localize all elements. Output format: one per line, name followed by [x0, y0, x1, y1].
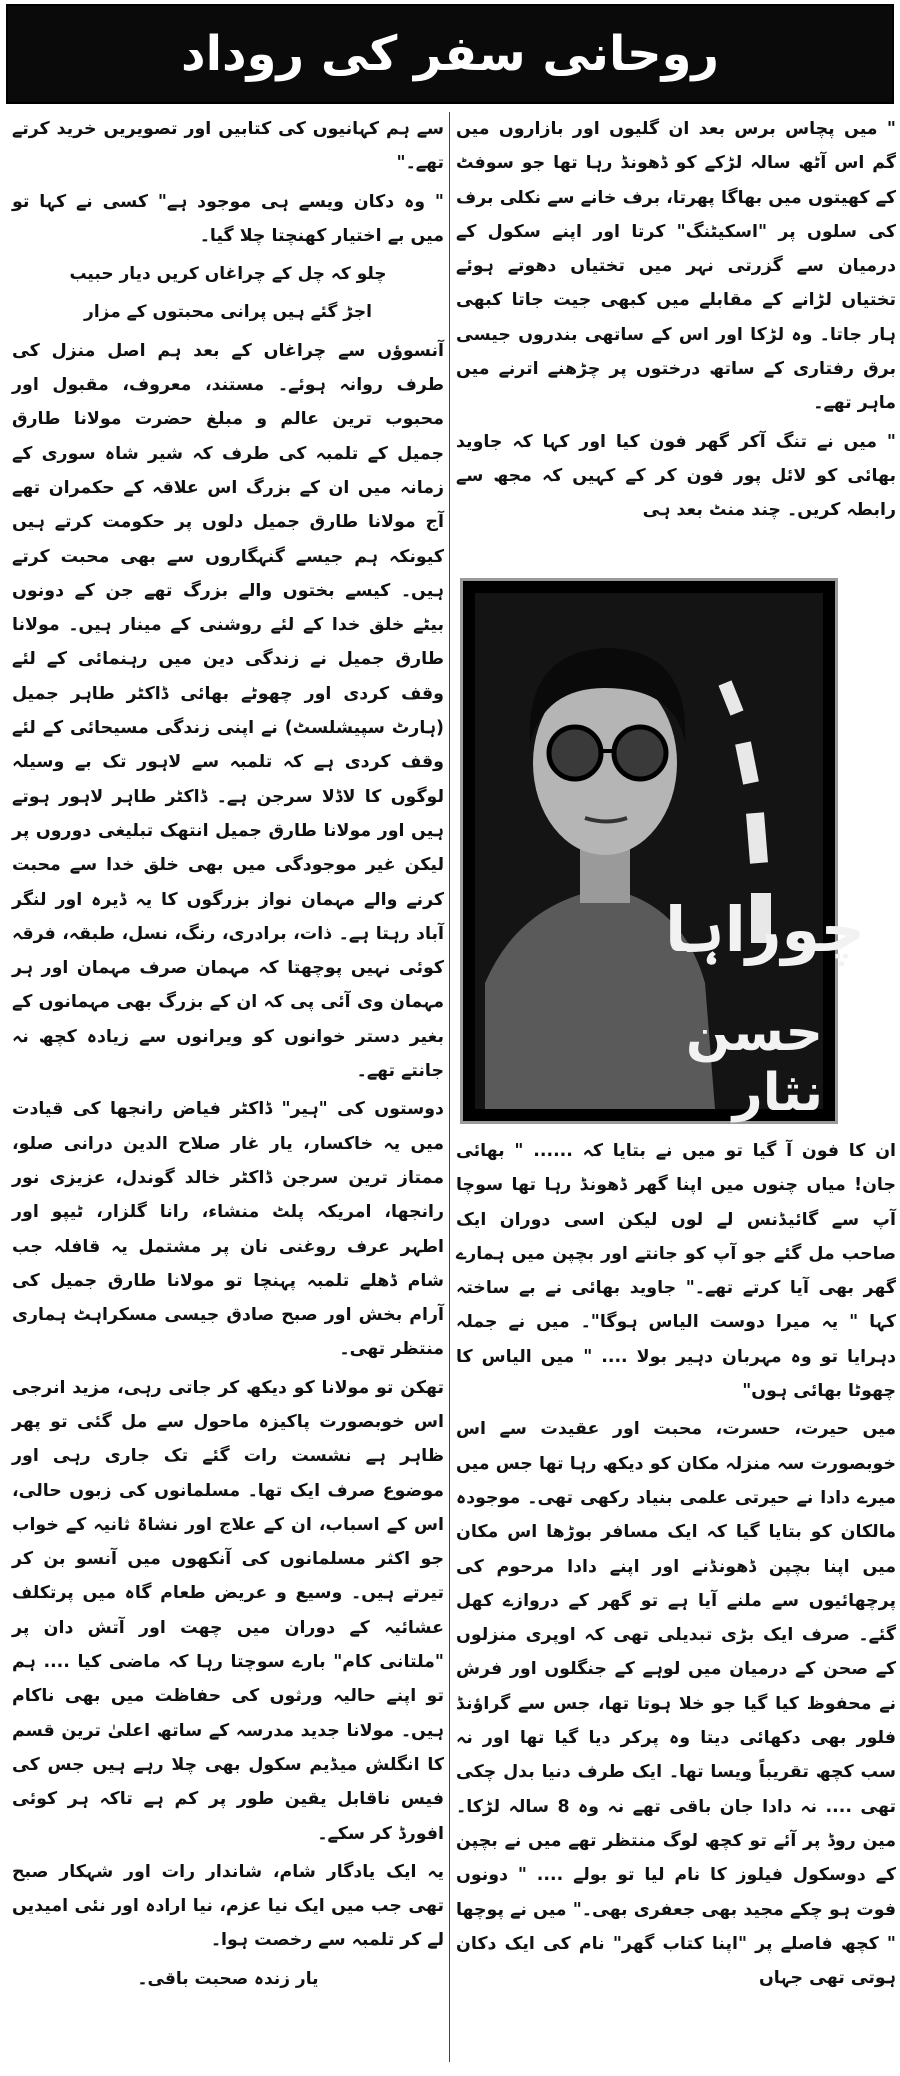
- author-name: حسن نثار: [685, 1003, 823, 1123]
- author-photo: [475, 593, 866, 1123]
- paragraph: " میں پچاس برس بعد ان گلیوں اور بازاروں میں گم اس آٹھ سالہ لڑکے کو ڈھونڈ رہا تھا جو سوفٹ کے کھیتوں میں بھاگا پھرتا، برف خانے سے نکلی برف کی سلوں پر "اسکیٹنگ" کرتا اور اپنے سکول کے درمیان سے گزرتی نہر میں تختیاں دھوتے ہوئے تختیاں لڑانے کے مقابلے میں کبھی جیت جاتا کبھی ہار جاتا۔ وہ لڑکا اور اس کے ساتھی بندروں جیسی برق رفتاری کے ساتھ درختوں پر چڑھنے اترنے میں ماہر تھے۔: [456, 119, 896, 414]
- paragraph: یہ ایک یادگار شام، شاندار رات اور شہکار صبح تھی جب میں ایک نیا عزم، نیا ارادہ اور نئی امیدیں لے کر تلمبہ سے رخصت ہوا۔: [12, 1861, 444, 1951]
- paragraph: تھکن تو مولانا کو دیکھ کر جاتی رہی، مزید انرجی اس خوبصورت پاکیزہ ماحول سے مل گئی تو پھر ظاہر ہے نشست رات گئے تک جاری رہی اور موضوع صرف ایک تھا۔ مسلمانوں کی زبوں حالی، اس کے اسباب، ان کے علاج اور نشاۃ ثانیہ کے خواب جو اکثر مسلمانوں کی آنکھوں میں آنسو بن کر تیرتے ہیں۔ وسیع و عریض طعام گاہ میں پرتکلف عشائیہ کے دوران میں چھت اور آتش دان پر "ملتانی کام" بارے سوچتا رہا کہ ماضی کیا .... ہم تو اپنے حالیہ ورثوں کی حفاظت میں بھی ناکام ہیں۔ مولانا جدید مدرسہ کے ساتھ اعلیٰ ترین قسم کا انگلش میڈیم سکول بھی چلا رہے ہیں جس کی فیس ناقابل یقین طور پر کم ہے تاکہ ہر کوئی افورڈ کر سکے۔: [12, 1377, 444, 1844]
- author-photo-box: [460, 578, 866, 1124]
- paragraph: " وہ دکان ویسے ہی موجود ہے" کسی نے کہا تو میں بے اختیار کھنچتا چلا گیا۔: [12, 191, 444, 246]
- left-column: [12, 112, 444, 2000]
- paragraph: سے ہم کہانیوں کی کتابیں اور تصویریں خرید کرتے تھے۔": [12, 119, 444, 174]
- paragraph: دوستوں کی "ہیر" ڈاکٹر فیاض رانجھا کی قیادت میں یہ خاکسار، یار غار صلاح الدین درانی صلو، ممتاز ترین سرجن ڈاکٹر خالد گوندل، عزیزی نور رانجھا، امریکہ پلٹ منشاء، رانا گلزار، ٹیپو اور اطہر عرف روغنی نان پر مشتمل یہ قافلہ جب شام ڈھلے تلمبہ پہنچا تو مولانا طارق جمیل کی آرام بخش اور صبح صادق جیسی مسکراہٹ ہماری منتظر تھی۔: [12, 1099, 444, 1360]
- verse-line: چلو کہ چل کے چراغاں کریں دیار حبیب: [69, 264, 387, 285]
- paragraph: " میں نے تنگ آکر گھر فون کیا اور کہا کہ جاوید بھائی کو لائل پور فون کر کے کہیں کہ مجھ سے رابطہ کریں۔ چند منٹ بعد ہی: [456, 431, 896, 521]
- closing-line: یار زندہ صحبت باقی۔: [137, 1968, 319, 1989]
- paragraph: میں حیرت، حسرت، محبت اور عقیدت سے اس خوبصورت سہ منزلہ مکان کو دیکھ رہا تھا جس میں میرے دادا نے حیرتی علمی بنیاد رکھی تھی۔ موجودہ مالکان کو بتایا گیا کہ ایک مسافر بوڑھا اس مکان میں اپنا بچپن ڈھونڈنے اور اپنے دادا مرحوم کی پرچھائیوں سے ملنے آیا ہے تو گھر کے دروازے کھل گئے۔ صرف ایک بڑی تبدیلی تھی کہ اوپری منزلوں کے صحن کے درمیان میں لوہے کے جنگلوں اور فرش نے محفوظ کیا گیا جو خلا ہوتا تھا، جس سے گراؤنڈ فلور بھی دکھائی دیتا وہ پرکر دیا گیا تھا اور نہ سب کچھ تقریباً ویسا تھا۔ ایک طرف دنیا بدل چکی تھی .... نہ دادا جان باقی تھے نہ وہ 8 سالہ لڑکا۔ مین روڈ پر آئے تو کچھ لوگ منتظر تھے میں نے بچپن کے دوسکول فیلوز کا نام لیا تو بولے .... " دونوں فوت ہو چکے مجید بھی جعفری بھی۔" میں نے پوچھا " کچھ فاصلے پر "اپنا کتاب گھر" نام کی ایک دکان ہوتی تھی جہاں: [456, 1419, 896, 1989]
- column-header: [6, 4, 894, 104]
- column-title: روحانی سفر کی روداد: [180, 26, 720, 82]
- verse-line: اجڑ گئے ہیں پرانی محبتوں کے مزار: [84, 302, 372, 323]
- right-column: [456, 112, 896, 532]
- paragraph: ان کا فون آ گیا تو میں نے بتایا کہ ...... " بھائی جان! میاں چنوں میں اپنا گھر ڈھونڈ رہا تھا سوچا آپ سے گائیڈنس لے لوں لیکن اسی دوران ایک صاحب مل گئے جو آپ کو جانتے اور بچپن میں ہمارے گھر بھی آیا کرتے تھے۔" جاوید بھائی نے بے ساختہ کہا " یہ میرا دوست الیاس ہوگا"۔ میں نے جملہ دہرایا تو وہ مہربان دہیر بولا .... " میں الیاس کا چھوٹا بھائی ہوں": [456, 1141, 896, 1402]
- paragraph: آنسوؤں سے چراغاں کے بعد ہم اصل منزل کی طرف روانہ ہوئے۔ مستند، معروف، مقبول اور محبوب ترین عالم و مبلغ حضرت مولانا طارق جمیل کے تلمبہ کی طرف کہ شیر شاہ سوری کے زمانہ میں ان کے بزرگ اس علاقہ کے حکمران تھے آج مولانا طارق جمیل دلوں پر حکومت کرتے ہیں کیونکہ ہم جیسے گنہگاروں سے بھی محبت کرتے ہیں۔ کیسے بختوں والے بزرگ تھے جن کے دونوں بیٹے خلق خدا کے لئے روشنی کے مینار ہیں۔ مولانا طارق جمیل نے زندگی دین میں رہنمائی کے لئے وقف کردی اور چھوٹے بھائی ڈاکٹر طاہر جمیل (ہارٹ سپیشلسٹ) نے اپنی زندگی مسیحائی کے لئے وقف کردی ہے کہ تلمبہ سے لاہور تک بے وسیلہ لوگوں کا لاڈلا سرجن ہے۔ ڈاکٹر طاہر لاہور ہوتے ہیں اور مولانا طارق جمیل انتھک تبلیغی دوروں پر لیکن غیر موجودگی میں بھی خلق خدا سے محبت کرنے والے مہمان نواز بزرگوں کا یہ ڈیرہ اور لنگر آباد رہتا ہے۔ ذات، برادری، رنگ، نسل، طبقہ، فرقہ کوئی نہیں پوچھتا کہ مہمان صرف مہمان اور ہر مہمان وی آئی پی کہ ان کے بزرگ بھی مہمانوں کے بغیر دستر خوانوں کو ویرانوں سے زیادہ کچھ نہ جانتے تھے۔: [12, 340, 444, 1082]
- column-logo: چوراہا: [665, 893, 866, 966]
- right-column-lower: [456, 1134, 896, 1995]
- column-divider: [449, 112, 450, 2062]
